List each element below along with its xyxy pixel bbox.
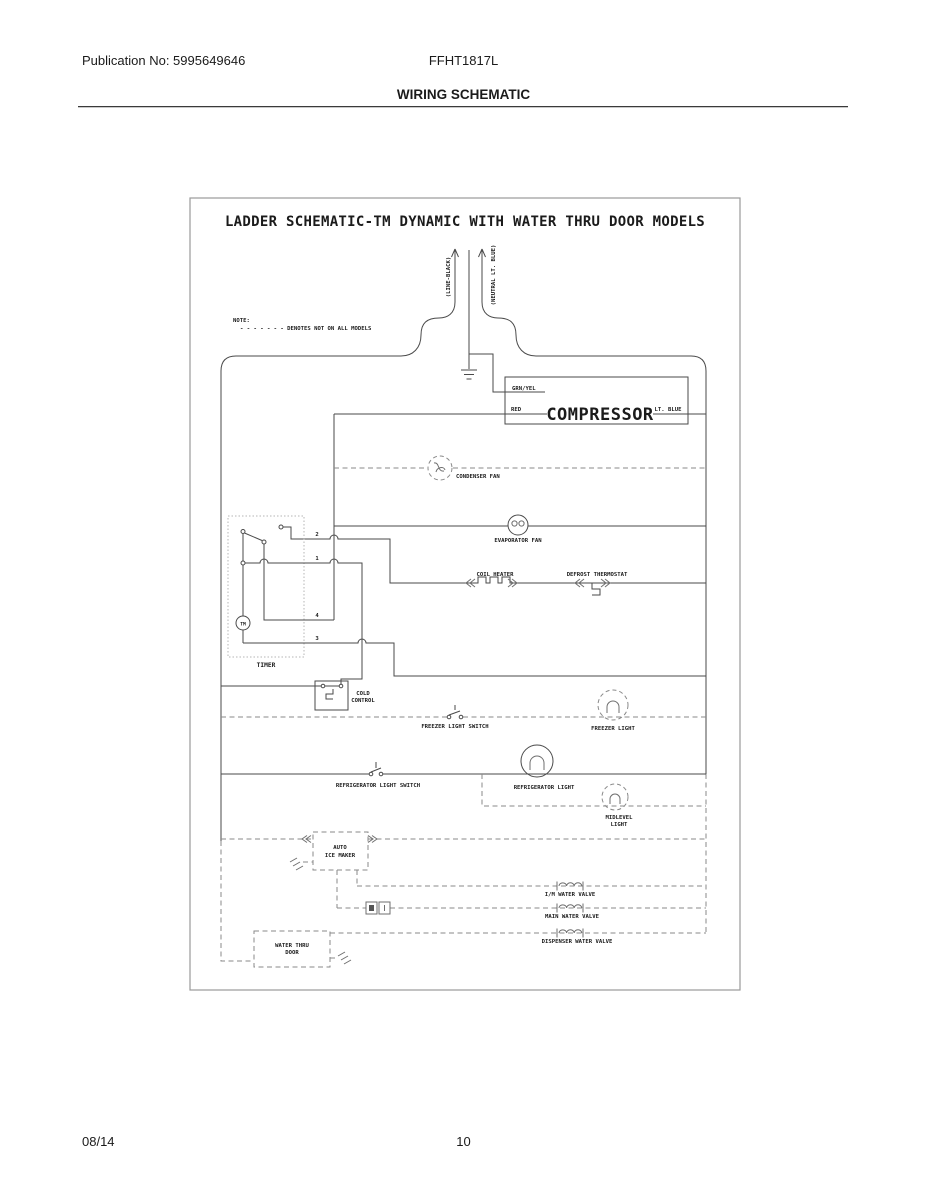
- model-number: FFHT1817L: [428, 53, 499, 68]
- timer-motor-label: TM: [240, 622, 246, 628]
- refrigerator-light-label: REFRIGERATOR LIGHT: [513, 785, 575, 791]
- timer-contact: [241, 561, 245, 565]
- refrigerator-light-switch-label: REFRIGERATOR LIGHT SWITCH: [335, 783, 421, 789]
- note-text: - - - - - - - DENOTES NOT ON ALL MODELS: [240, 326, 372, 332]
- line-black-label: (LINE-BLACK): [446, 256, 452, 298]
- water-thru-door-label: WATER THRU: [275, 943, 309, 949]
- im-water-valve-label: I/M WATER VALVE: [544, 892, 596, 898]
- ice-maker-label: ICE MAKER: [324, 853, 356, 859]
- freezer-light-label: FREEZER LIGHT: [591, 726, 635, 732]
- terminal-4-label: 4: [315, 613, 319, 619]
- evaporator-fan-motor-icon: [508, 515, 528, 535]
- terminal-3-label: 3: [315, 636, 319, 642]
- ice-maker-label: AUTO: [333, 845, 347, 851]
- figure-border: [190, 198, 740, 990]
- timer-pivot-contact: [241, 530, 245, 534]
- cold-control-label: CONTROL: [351, 698, 375, 704]
- timer-label: TIMER: [256, 662, 276, 669]
- schematic-title: LADDER SCHEMATIC-TM DYNAMIC WITH WATER THRU DOOR MODELS: [224, 214, 706, 230]
- cold-control-contact: [339, 684, 343, 688]
- switch-contact: [447, 715, 451, 719]
- switch-contact: [379, 772, 383, 776]
- freezer-light-switch-label: FREEZER LIGHT SWITCH: [421, 724, 489, 730]
- terminal-1-label: 1: [315, 556, 319, 562]
- coil-heater-label: COIL HEATER: [476, 572, 514, 578]
- dispenser-water-valve-label: DISPENSER WATER VALVE: [541, 939, 613, 945]
- inline-connector-pin: [369, 905, 374, 911]
- page-title: WIRING SCHEMATIC: [396, 87, 531, 102]
- terminal-2-label: 2: [315, 532, 319, 538]
- timer-contact: [279, 525, 283, 529]
- water-thru-door-label: DOOR: [285, 950, 299, 956]
- switch-contact: [459, 715, 463, 719]
- evaporator-fan-label: EVAPORATOR FAN: [494, 538, 542, 544]
- timer-contact: [262, 540, 266, 544]
- defrost-thermostat-label: DEFROST THERMOSTAT: [566, 572, 628, 578]
- cold-control-label: COLD: [356, 691, 370, 697]
- footer-date: 08/14: [82, 1134, 115, 1149]
- red-label: RED: [511, 407, 522, 413]
- grn-yel-label: GRN/YEL: [512, 386, 536, 392]
- publication-number: Publication No: 5995649646: [82, 53, 246, 68]
- switch-contact: [369, 772, 373, 776]
- cold-control-contact: [321, 684, 325, 688]
- midlevel-light-label: LIGHT: [610, 822, 628, 828]
- lt-blue-label: LT. BLUE: [654, 407, 682, 413]
- note-label: NOTE:: [233, 318, 250, 324]
- footer-page-number: 10: [456, 1134, 471, 1149]
- midlevel-light-label: MIDLEVEL: [605, 815, 633, 821]
- compressor-label: COMPRESSOR: [546, 405, 654, 425]
- condenser-fan-label: CONDENSER FAN: [456, 474, 500, 480]
- neutral-lt-blue-label: (NEUTRAL LT. BLUE): [491, 244, 497, 306]
- main-water-valve-label: MAIN WATER VALVE: [545, 914, 599, 920]
